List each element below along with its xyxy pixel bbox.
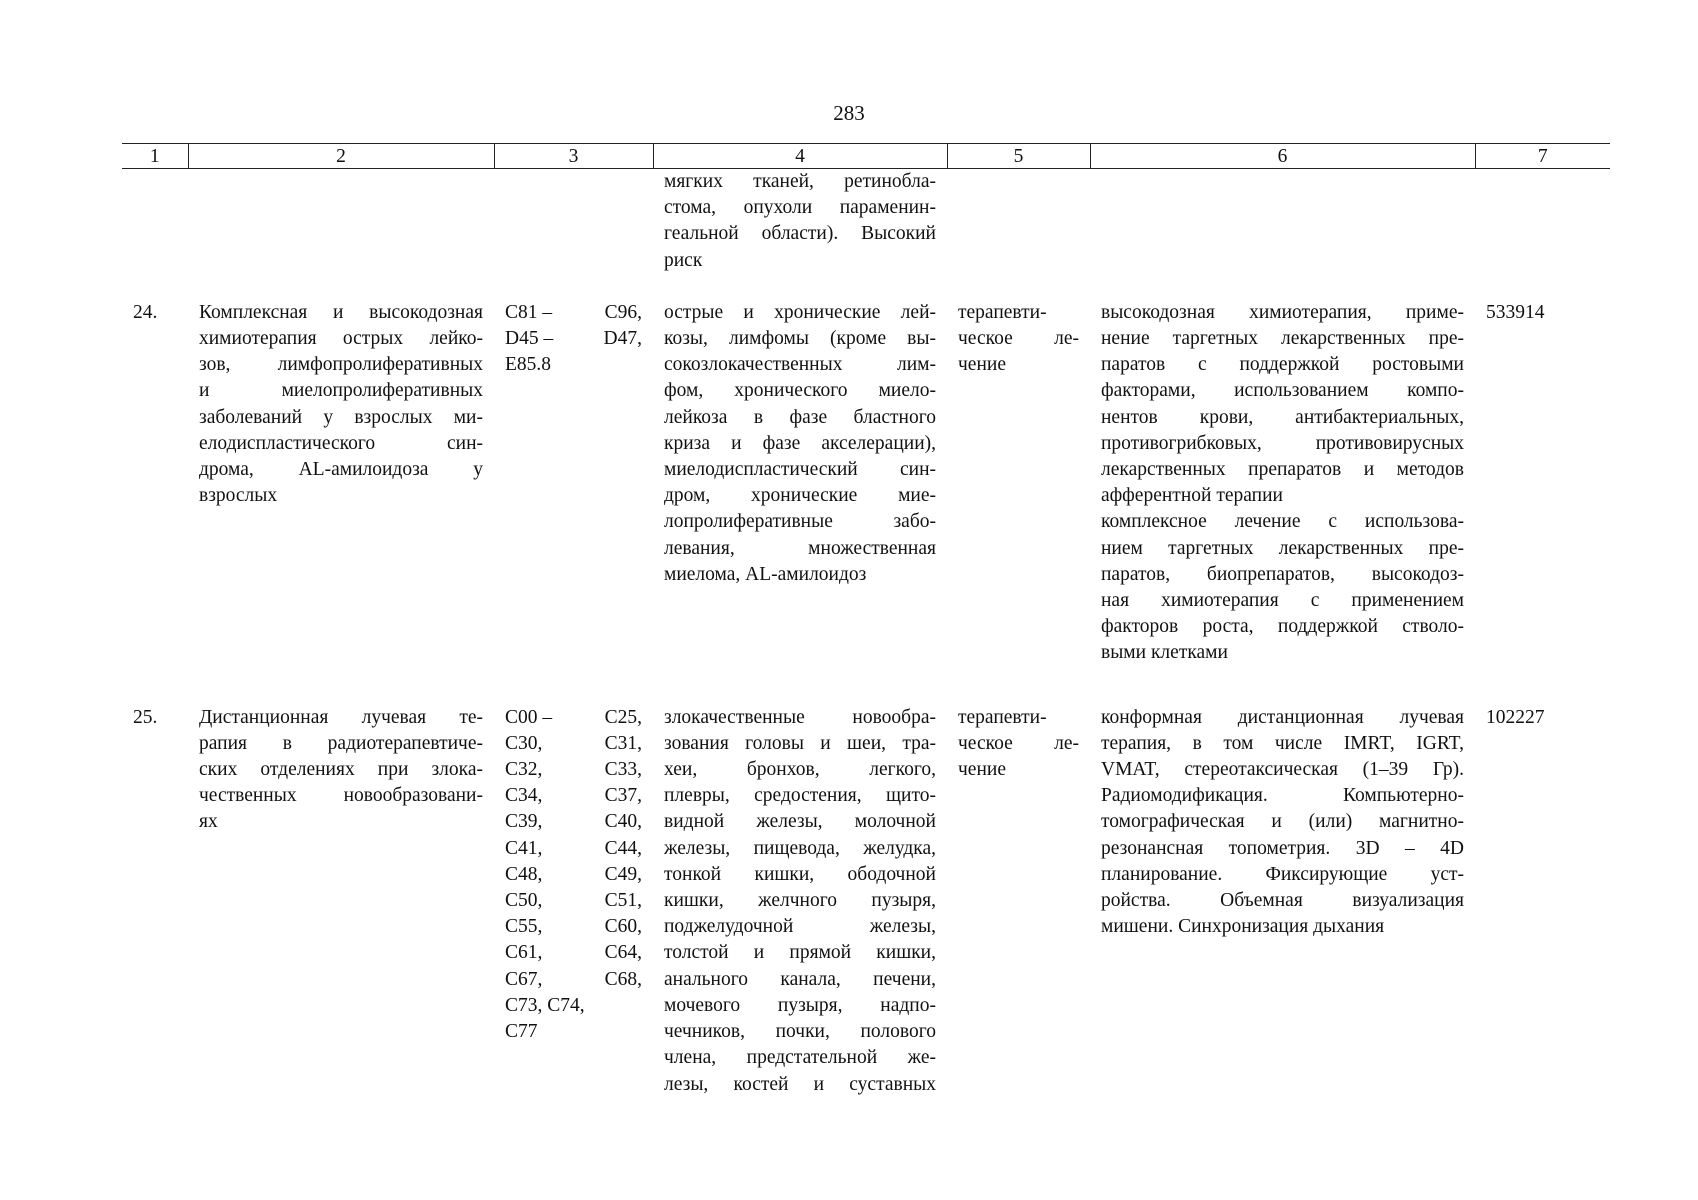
text-line: VMAT, стереотаксическая (1–39 Гр).: [1101, 759, 1464, 781]
text-line: тонкой кишки, ободочной: [664, 863, 936, 885]
text-line: ройства. Объемная визуализация: [1101, 890, 1464, 912]
table-row: [122, 705, 1610, 1098]
column-header-5: 5: [947, 144, 1090, 169]
text-line: хеи, бронхов, легкого,: [664, 759, 936, 781]
text-line: плевры, средостения, щито-: [664, 785, 936, 807]
column-number-header: [122, 144, 1610, 169]
icd-code: C44,: [604, 837, 642, 859]
icd-code: C51,: [604, 890, 642, 912]
text-line: Дистанционная лучевая те-: [199, 706, 483, 728]
text-line: ная химиотерапия с применением: [1101, 590, 1464, 612]
text-line: афферентной терапии: [1101, 485, 1283, 507]
icd-code: C31,: [604, 732, 642, 754]
method-cell: [1090, 300, 1475, 705]
text-line: лезы, костей и суставных: [664, 1073, 936, 1095]
text-line: планирование. Фиксирующие уст-: [1101, 863, 1464, 885]
icd-code: C48,: [505, 863, 543, 885]
text-line: комплексное лечение с использова-: [1101, 511, 1464, 533]
text-line: лекарственных препаратов и методов: [1101, 459, 1464, 481]
column-header-2: 2: [188, 144, 494, 169]
icd-code: C25,: [604, 706, 642, 728]
text-line: риск: [664, 249, 703, 271]
icd-code: C41,: [505, 837, 543, 859]
text-line: рапия в радиотерапевтиче-: [199, 732, 483, 754]
icd-code: D45 –: [505, 328, 554, 350]
text-line: и миелопролиферативных: [199, 380, 483, 402]
text-line: мочевого пузыря, надпо-: [664, 994, 936, 1016]
icd-code: C50,: [505, 890, 543, 912]
text-line: злокачественные новообра-: [664, 706, 936, 728]
text-line: геальной области). Высокий: [664, 223, 936, 245]
text-line: ях: [199, 811, 218, 833]
treatment-name-cell: [188, 705, 494, 1098]
text-line: чение: [958, 759, 1006, 781]
text-line: члена, предстательной же-: [664, 1047, 936, 1069]
text-line: ческое ле-: [958, 328, 1079, 350]
text-line: лейкоза в фазе бластного: [664, 406, 936, 428]
column-header-6: 6: [1090, 144, 1475, 169]
icd-codes-cell: [494, 300, 653, 705]
icd-code: C67,: [505, 968, 543, 990]
icd-code: [604, 352, 642, 378]
icd-code: C49,: [604, 863, 642, 885]
text-line: терапевти-: [958, 706, 1047, 728]
text-line: чение: [958, 354, 1006, 376]
text-line: нием таргетных лекарственных пре-: [1101, 537, 1464, 559]
icd-code: C61,: [505, 942, 543, 964]
table-row: [122, 300, 1610, 705]
text-line: железы, пищевода, желудка,: [664, 837, 936, 859]
icd-code: E85.8: [505, 354, 552, 376]
text-line: ческое ле-: [958, 732, 1079, 754]
text-line: зов, лимфопролиферативных: [199, 354, 483, 376]
icd-code: C00 –: [505, 706, 553, 728]
text-line: терапия, в том числе IMRT, IGRT,: [1101, 732, 1464, 754]
text-line: левания, множественная: [664, 537, 936, 559]
treatment-name-cell: [188, 300, 494, 705]
text-line: чественных новообразовани-: [199, 785, 483, 807]
text-line: паратов с поддержкой ростовыми: [1101, 354, 1464, 376]
icd-code: C34,: [505, 785, 543, 807]
text-line: толстой и прямой кишки,: [664, 942, 936, 964]
text-line: чечников, почки, полового: [664, 1021, 936, 1043]
text-line: фом, хронического миело-: [664, 380, 936, 402]
text-line: томографическая и (или) магнитно-: [1101, 811, 1464, 833]
text-line: паратов, биопрепаратов, высокодоз-: [1101, 563, 1464, 585]
diagnosis-cell: [653, 705, 947, 1098]
text-line: факторов роста, поддержкой стволо-: [1101, 616, 1464, 638]
text-line: нение таргетных лекарственных пре-: [1101, 328, 1464, 350]
method-cell: [1090, 705, 1475, 1098]
icd-code: C37,: [604, 785, 642, 807]
text-line: конформная дистанционная лучевая: [1101, 706, 1464, 728]
text-line: дрома, AL-амилоидоза у: [199, 459, 483, 481]
treatment-type-cell: [947, 705, 1090, 1098]
icd-code: C68,: [604, 968, 642, 990]
text-line: резонансная топометрия. 3D – 4D: [1101, 837, 1464, 859]
text-line: лопролиферативные забо-: [664, 511, 936, 533]
text-line: кишки, желчного пузыря,: [664, 890, 936, 912]
icd-code: C96,: [604, 301, 642, 323]
continuation-row: [122, 169, 1610, 300]
icd-code: C30,: [505, 732, 543, 754]
row-number: 25.: [133, 706, 158, 728]
continuation-diagnosis-cell: [653, 169, 947, 300]
diagnosis-cell: [653, 300, 947, 705]
text-line: противогрибковых, противовирусных: [1101, 432, 1464, 454]
cost-value: 533914: [1486, 301, 1545, 323]
text-line: поджелудочной железы,: [664, 916, 936, 938]
text-line: зования головы и шеи, тра-: [664, 732, 936, 754]
icd-code: C40,: [604, 811, 642, 833]
text-line: взрослых: [199, 485, 278, 507]
icd-code: C60,: [604, 916, 642, 938]
text-line: стома, опухоли параменин-: [664, 197, 936, 219]
text-line: ских отделениях при злока-: [199, 759, 483, 781]
icd-code: C33,: [604, 759, 642, 781]
text-line: Радиомодификация. Компьютерно-: [1101, 785, 1464, 807]
column-header-4: 4: [653, 144, 947, 169]
text-line: выми клетками: [1101, 642, 1228, 664]
text-line: мягких тканей, ретинобла-: [664, 171, 936, 192]
column-header-7: 7: [1475, 144, 1610, 169]
treatment-type-cell: [947, 300, 1090, 705]
icd-code: C81 –: [505, 301, 553, 323]
text-line: терапевти-: [958, 301, 1047, 323]
services-table: [122, 143, 1610, 1098]
text-line: факторами, использованием компо-: [1101, 380, 1464, 402]
row-number: 24.: [133, 301, 158, 323]
icd-codes-cell: [494, 705, 653, 1098]
cost-value: 102227: [1486, 706, 1545, 728]
text-line: криза и фазе акселерации),: [664, 432, 936, 454]
text-line: елодиспластического син-: [199, 432, 483, 454]
text-line: острые и хронические лей-: [664, 301, 936, 323]
text-line: миелодиспластический син-: [664, 459, 936, 481]
text-line: заболеваний у взрослых ми-: [199, 406, 483, 428]
text-line: дром, хронические мие-: [664, 485, 936, 507]
text-line: нентов крови, антибактериальных,: [1101, 406, 1464, 428]
text-line: химиотерапия острых лейко-: [199, 328, 483, 350]
text-line: сокозлокачественных лим-: [664, 354, 936, 376]
page-number: 283: [833, 101, 865, 125]
icd-code: C73, C74, C77: [505, 994, 585, 1043]
text-line: мишени. Синхронизация дыхания: [1101, 916, 1385, 938]
icd-code: [605, 993, 642, 1045]
text-line: высокодозная химиотерапия, приме-: [1101, 301, 1464, 323]
text-line: Комплексная и высокодозная: [199, 301, 483, 323]
text-line: анального канала, печени,: [664, 968, 936, 990]
text-line: видной железы, молочной: [664, 811, 936, 833]
icd-code: C55,: [505, 916, 543, 938]
column-header-1: 1: [122, 144, 188, 169]
icd-code: C32,: [505, 759, 543, 781]
icd-code: D47,: [603, 328, 642, 350]
column-header-3: 3: [494, 144, 653, 169]
text-line: козы, лимфомы (кроме вы-: [664, 328, 936, 350]
icd-code: C39,: [505, 811, 543, 833]
text-line: миелома, AL-амилоидоз: [664, 563, 867, 585]
icd-code: C64,: [604, 942, 642, 964]
